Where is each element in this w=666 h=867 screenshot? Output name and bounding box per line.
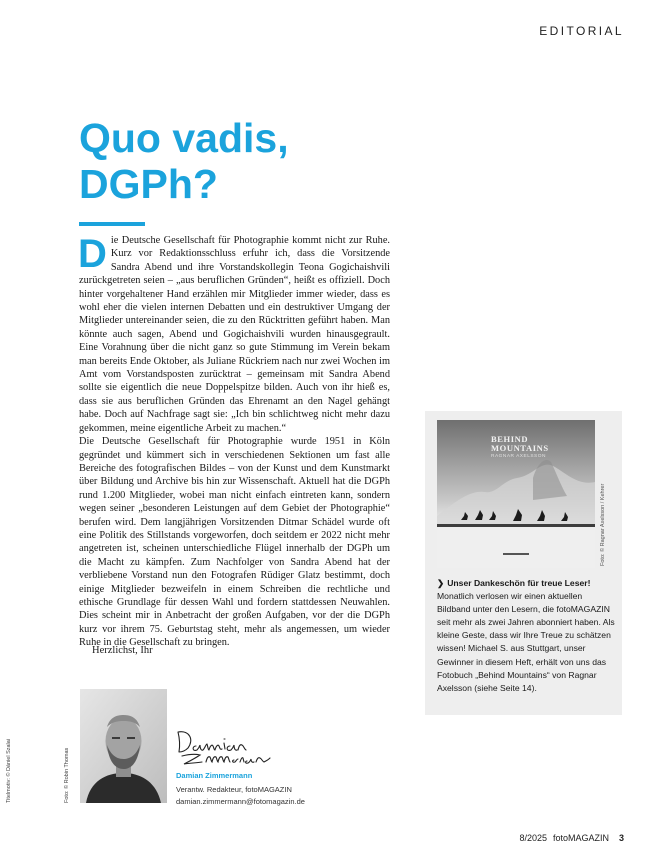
- headline-rule: [79, 222, 145, 226]
- author-signature: [174, 726, 294, 766]
- author-email[interactable]: damian.zimmermann@fotomagazin.de: [176, 797, 305, 806]
- book-title-line-2: MOUNTAINS: [491, 443, 549, 453]
- book-author: RAGNAR AXELSSON: [491, 454, 546, 459]
- article-headline: [79, 115, 399, 207]
- giveaway-text: [437, 577, 617, 695]
- title-image-credit: Titelmotiv: © Dániel Szalai: [6, 738, 12, 803]
- page-footer: [519, 833, 624, 843]
- issue-number: 8/2025: [519, 833, 547, 843]
- drop-cap: D: [78, 232, 107, 276]
- chevron-right-icon: ❯: [437, 578, 445, 588]
- author-role: Verantw. Redakteur, fotoMAGAZIN: [176, 785, 292, 794]
- section-label: EDITORIAL: [539, 24, 624, 38]
- paragraph-1: [79, 234, 390, 435]
- author-name: Damian Zimmermann: [176, 771, 253, 780]
- headline-line-1: Quo vadis,: [79, 115, 289, 161]
- portrait-credit: Foto: © Robin Thomas: [64, 747, 70, 803]
- book-cover-image: [437, 420, 595, 568]
- giveaway-heading-text: Unser Dankeschön für treue Leser!: [447, 578, 591, 588]
- giveaway-body: Monatlich verlosen wir einen aktuellen Bildband unter den Lesern, die fotoMAGAZIN seit mehr als zwei Jahren abonniert haben. Als kleine Geste, dass wir Ihre Treue zu schätzen wissen! Michael S. aus Stuttgart, unser Gewinner in diesem Heft, erhält von uns das Fotobuch „Behind Mountains“ von Ragnar Axelsson (siehe Seite 14).: [437, 591, 615, 693]
- article-body: [79, 234, 390, 650]
- book-image-credit: Foto: © Ragnar Axelsson / Kehrer: [600, 483, 606, 566]
- author-portrait: [80, 689, 167, 803]
- page-number: 3: [618, 833, 624, 843]
- magazine-name: fotoMAGAZIN: [552, 833, 609, 843]
- headline-line-2: DGPh?: [79, 161, 218, 207]
- paragraph-1-text: ie Deutsche Gesellschaft für Photographie kommt nicht zur Ruhe. Kurz vor Redaktionsschluss erfuhr ich, dass die Vorsitzende Sandra Abend und ihre Vorstandskollegin Teona Gogichaishvili zurückgetreten seien – „aus beruflichen Gründen“, heißt es offiziell. Doch hinter vorgehaltener Hand erzählen mir Mitglieder immer wieder, dass es wohl eher die vielen internen Debatten und ein destruktiver Umgang der Mitglieder untereinander seien, die zu den Rücktritten geführt haben. Man könnte auch sagen, Abend und Gogichaishvili wurden hinausgegrault. Eine Vorahnung über die nicht ganz so gute Stimmung im Verein bekam man bereits Ende Oktober, als Juliane Rückriem nach nur zwei Wochen im Amt vom Vorstandsposten zurücktrat – gemeinsam mit Sandra Abend sollte sie eigentlich die neue Doppelspitze bilden. Auch von ihr hieß es, dass sie aus beruflichen Gründen das Ehrenamt an den Nagel gehängt habe. Doch auf Nachfrage sagt sie: „Ich bin schlichtweg nicht mehr dazu gekommen, meine eigentliche Arbeit zu machen.“: [79, 235, 390, 434]
- closing-line: Herzlichst, Ihr: [92, 645, 153, 656]
- book-title-line-1: BEHIND: [491, 434, 529, 444]
- giveaway-heading: [437, 578, 590, 588]
- paragraph-2: Die Deutsche Gesellschaft für Photographie wurde 1951 in Köln gegründet und kümmert sich in verschiedenen Sektionen um fast alle Bereiche des fotografischen Bildes – von der Kunst und dem Kunstmarkt über Bildung und Archive bis hin zur Wissenschaft. Aktuell hat die DGPh rund 1.200 Mitglieder, wobei man nicht einfach eintreten kann, sondern wegen seiner „besonderen Leistungen auf dem Gebiet der Photographie“ berufen wird. Dem langjährigen Vorsitzenden Ditmar Schädel wurde oft eine Politik des Stillstands vorgeworfen, doch seitdem er 2022 nicht mehr angetreten ist, scheinen unterschiedliche Flügel innerhalb der DGPh um die Macht zu kämpfen. Zum Nachfolger von Sandra Abend hat der verbliebene Vorstand nun den Fotografen Rüdiger Glatz bestimmt, doch einige Mitglieder bezweifeln in einem Schreiben die rechtliche und ethische Grundlage für dessen Wahl und fordern stattdessen Neuwahlen. Dies scheint mir in Anbetracht der großen Aufgaben, vor der die DGPh kurz vor ihrem 75. Geburtstag steht, mehr als angemessen, um wieder Ruhe in die Gesellschaft zu bringen.: [79, 436, 390, 649]
